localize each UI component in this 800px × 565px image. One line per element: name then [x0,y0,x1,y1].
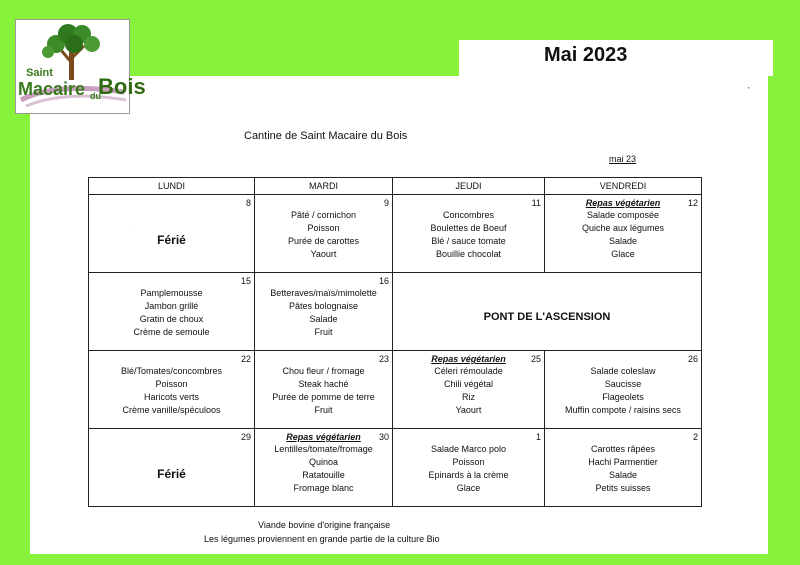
menu-item: Gratin de choux [139,314,204,324]
menu-item: Hachi Parmentier [588,457,658,467]
menu-item: Chili végétal [443,379,494,389]
day-number: 2 [692,432,698,442]
footer-note-bio: Les légumes proviennent en grande partie de la culture Bio [204,534,440,544]
menu-item: Saucisse [604,379,642,389]
day-number: 30 [378,432,389,442]
menu-item: Salade [608,236,638,246]
vegetarian-label: Repas végétarien [286,432,361,442]
menu-item: Haricots verts [143,392,199,402]
day-number: 11 [531,198,541,208]
menu-cell [255,429,393,507]
menu-cell [89,195,255,273]
menu-item: Jambon grillé [144,301,199,311]
vegetarian-label: Repas végétarien [431,354,506,364]
footer-note-beef: Viande bovine d'origine française [258,520,391,530]
menu-item: Salade Marco polo [430,444,507,454]
menu-item: Flageolets [602,392,644,402]
menu-item: Muffin compote / raisins secs [565,405,681,415]
document-title: Cantine de Saint Macaire du Bois [244,130,408,142]
month-title: Mai 2023 [544,44,628,66]
document-page-edge [750,76,768,554]
day-number: 16 [378,276,389,286]
logo-bois: Bois [98,74,146,99]
menu-item: Fromage blanc [293,483,354,493]
vegetarian-label: Repas végétarien [585,198,661,208]
day-header-friday: VENDREDI [545,178,702,195]
menu-cell [393,429,545,507]
day-header-tuesday: MARDI [255,178,393,195]
menu-item: Steak haché [298,379,349,389]
menu-item: Purée de pomme de terre [272,392,375,402]
menu-item: Céleri rémoulade [434,366,503,376]
menu-cell [89,351,255,429]
menu-cell [393,195,545,273]
menu-item: Blé / sauce tomate [431,236,506,246]
menu-item: Epinards à la crème [428,470,509,480]
menu-cell [255,195,393,273]
day-number: 25 [530,354,541,364]
corner-mark: ' [748,86,750,95]
day-number: 1 [535,432,541,442]
menu-item: Riz [462,392,475,402]
menu-item: Blé/Tomates/concombres [120,366,223,376]
day-header-thursday: JEUDI [393,178,545,195]
menu-item: Lentilles/tomate/fromage [274,444,373,454]
menu-item: Glace [456,483,481,493]
menu-cell [545,195,702,273]
menu-item: Pâté / cornichon [290,210,357,220]
menu-item: Pamplemousse [140,288,203,298]
logo-du: du [90,91,101,101]
day-number: 23 [378,354,389,364]
menu-item: Fruit [314,405,333,415]
menu-item: Salade coleslaw [590,366,656,376]
menu-item: Bouillie chocolat [435,249,502,259]
pont-label: PONT DE L'ASCENSION [483,311,611,323]
menu-cell [255,273,393,351]
menu-item: Yaourt [455,405,482,415]
month-banner [459,40,773,76]
day-number: 26 [687,354,698,364]
logo-saint: Saint [26,67,53,79]
day-number: 12 [687,198,698,208]
menu-item: Crème vanille/spéculoos [122,405,221,415]
menu-item: Poisson [307,223,340,233]
menu-cell [393,351,545,429]
day-number: 29 [240,432,251,442]
day-number: 22 [240,354,251,364]
month-label: mai 23 [609,154,637,164]
menu-item: Salade [309,314,338,324]
day-number: 9 [383,198,389,208]
holiday-label: Férié [157,467,186,481]
faint-mark: · · [127,225,134,232]
menu-item: Purée de carottes [287,236,360,246]
day-header-monday: LUNDI [89,178,255,195]
menu-item: Quinoa [308,457,339,467]
menu-item: Quiche aux légumes [581,223,665,233]
day-number: 15 [240,276,251,286]
town-logo [15,19,146,114]
menu-item: Poisson [155,379,188,389]
menu-cell-pont [393,273,702,351]
menu-item: Petits suisses [595,483,651,493]
menu-cell [545,429,702,507]
menu-item: Boulettes de Boeuf [430,223,507,233]
menu-cell [545,351,702,429]
menu-item: Salade composée [586,210,660,220]
menu-item: Ratatouille [302,470,345,480]
holiday-label: Férié [157,233,186,247]
menu-item: Salade [608,470,638,480]
menu-cell [255,351,393,429]
menu-item: Crème de semoule [133,327,210,337]
menu-item: Chou fleur / fromage [282,366,365,376]
menu-table [88,177,702,507]
menu-item: Glace [611,249,635,259]
menu-cell [89,429,255,507]
day-number: 8 [245,198,251,208]
menu-item: Betteraves/maïs/mimolette [270,288,377,298]
menu-item: Concombres [442,210,495,220]
menu-item: Poisson [452,457,485,467]
menu-cell [89,273,255,351]
menu-item: Fruit [314,327,333,337]
menu-item: Yaourt [310,249,337,259]
logo-macaire: Macaire [18,79,86,99]
menu-item: Carottes râpées [590,444,656,454]
menu-item: Pâtes bolognaise [288,301,359,311]
